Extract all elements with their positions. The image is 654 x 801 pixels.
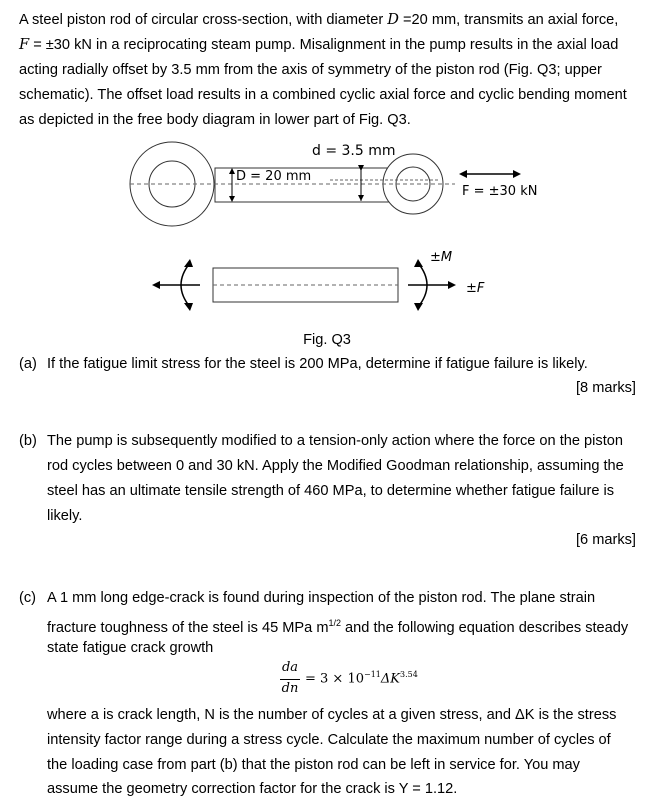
var-F: F: [19, 36, 30, 53]
intro-line-1-value: =20 mm, transmits an axial force,: [403, 12, 619, 28]
question-c-line-2: [47, 613, 654, 638]
offset-label: d = 3.5 mm: [312, 143, 396, 159]
question-b-line-4: likely.: [47, 508, 83, 524]
question-b-line-1: The pump is subsequently modified to a tension-only action where the force on the piston: [47, 433, 623, 449]
force-arrow-left: [459, 170, 467, 178]
question-a-marks: [8 marks]: [575, 380, 636, 396]
question-b-line-3: steel has an ultimate tensile strength of 460 MPa, to determine whether fatigue failure is: [47, 483, 615, 499]
intro-line-5: as depicted in the free body diagram in lower part of Fig. Q3.: [19, 112, 411, 128]
left-force-head: [152, 281, 160, 289]
question-a-label: (a): [19, 356, 37, 372]
question-b-label: (b): [19, 433, 37, 449]
left-moment-head: [184, 259, 193, 267]
force-label: F = ±30 kN: [462, 184, 538, 199]
eq-rhs-text: = 3 × 10: [305, 671, 364, 687]
intro-line-4: schematic). The offset load results in a combined cyclic axial force and cyclic bending moment: [19, 87, 627, 103]
figure-caption: Fig. Q3: [303, 332, 351, 348]
diameter-label: D = 20 mm: [236, 169, 312, 184]
question-c-line-1: A 1 mm long edge-crack is found during inspection of the piston rod. The plane strain: [47, 590, 596, 606]
question-c-line-4: where a is crack length, N is the number of cycles at a given stress, and ΔK is the stress: [47, 707, 617, 723]
moment-label: ±M: [430, 250, 453, 265]
eq-denominator: dn: [281, 681, 299, 696]
eq-rhs: [305, 670, 418, 686]
eq-numerator: da: [281, 660, 299, 675]
question-c-line-2b: and the following equation describes steady: [341, 619, 629, 636]
question-b-line-2: rod cycles between 0 and 30 kN. Apply the Modified Goodman relationship, assuming the: [47, 458, 624, 474]
question-c-label: (c): [19, 590, 37, 606]
intro-line-2-text: = ±30 kN in a reciprocating steam pump. Misalignment in the pump results in the axial load: [33, 37, 619, 53]
crack-growth-equation: [280, 660, 480, 700]
question-c-line-3: state fatigue crack growth: [47, 640, 214, 656]
intro-line-1-text: A steel piston rod of circular cross-section, with diameter: [19, 12, 384, 28]
intro-line-3: acting radially offset by 3.5 mm from the axis of symmetry of the piston rod (Fig. Q3; upper: [19, 62, 602, 78]
intro-line-1: [19, 10, 636, 30]
eq-dk-exp: 3.54: [400, 670, 418, 679]
right-moment-head: [414, 259, 423, 267]
question-c-line-2a: fracture toughness of the steel is 45 MPa m: [47, 619, 329, 636]
right-moment-head-bottom: [414, 303, 423, 311]
question-b-marks: [6 marks]: [575, 532, 636, 548]
axial-label: ±F: [466, 281, 485, 296]
eq-dk: ΔK: [380, 671, 400, 687]
left-moment-head-bottom: [184, 303, 193, 311]
question-c-line-7: assume the geometry correction factor for the crack is Y = 1.12.: [47, 781, 458, 797]
eq-exp: −11: [364, 670, 381, 679]
right-force-head: [448, 281, 456, 289]
var-D: D: [387, 11, 399, 28]
intro-line-2: [19, 35, 636, 55]
figure-q3: [0, 135, 654, 325]
question-c-line-2-sup: 1/2: [328, 618, 341, 628]
question-a-text: If the fatigue limit stress for the steel is 200 MPa, determine if fatigue failure is likely.: [47, 356, 588, 372]
question-c-line-5: intensity factor range during a stress cycle. Calculate the maximum number of cycles of: [47, 732, 611, 748]
force-arrow-right: [513, 170, 521, 178]
question-c-line-6: the loading case from part (b) that the piston rod can be left in service for. You may: [47, 757, 580, 773]
eq-fraction-bar: [280, 679, 300, 680]
